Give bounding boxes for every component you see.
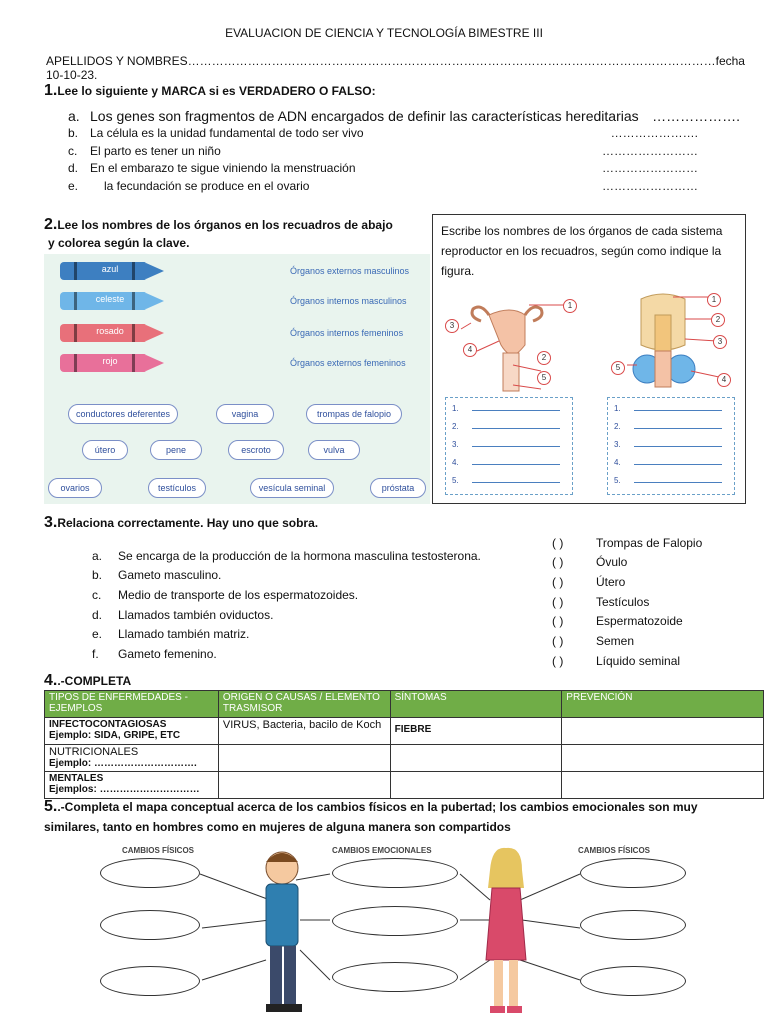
q3-item-a: a. Se encarga de la producción de la hormona masculina testosterona. (92, 549, 481, 563)
q5-title-line1: .-Completa el mapa conceptual acerca de los cambios físicos en la pubertad; los cambios emocionales son muy (57, 800, 698, 814)
q5-title-line2: similares, tanto en hombres como en mujeres de alguna manera son compartidos (44, 820, 511, 834)
female-callout-2: 2 (537, 351, 551, 365)
male-callout-3: 3 (713, 335, 727, 349)
female-callout-1: 1 (563, 299, 577, 313)
ellipse-emocionales-3[interactable] (332, 962, 458, 992)
pill-conductores-deferentes[interactable]: conductores deferentes (68, 404, 178, 424)
q1-heading (44, 82, 376, 100)
ellipse-emocionales-1[interactable] (332, 858, 458, 888)
male-callout-1: 1 (707, 293, 721, 307)
q1-item-e[interactable]: e. la fecundación se produce en el ovario …………………… (68, 179, 698, 193)
label-cambios-fisicos-right: CAMBIOS FÍSICOS (578, 846, 651, 855)
ellipse-fisicos-right-3[interactable] (580, 966, 686, 996)
q3-title: Relaciona correctamente. Hay uno que sobra. (57, 516, 319, 530)
male-callout-4: 4 (717, 373, 731, 387)
organ-labeling-box (432, 214, 746, 504)
pill-prostata[interactable]: próstata (370, 478, 426, 498)
q4-number: 4. (44, 672, 58, 689)
female-callout-5: 5 (537, 371, 551, 385)
pill-vesicula-seminal[interactable]: vesícula seminal (250, 478, 334, 498)
q1-number: 1. (44, 82, 58, 99)
q4-heading (44, 672, 131, 690)
q3-option-7[interactable]: ( ) Líquido seminal (552, 654, 681, 668)
female-answer-box: 1. 2. 3. 4. 5. (445, 397, 573, 495)
pill-testiculos[interactable]: testículos (148, 478, 206, 498)
table-row: NUTRICIONALES Ejemplo: …………………………. (45, 745, 764, 772)
q5-heading (44, 798, 768, 816)
female-callout-3: 3 (445, 319, 459, 333)
q2-title-line2: y colorea según la clave. (48, 236, 190, 250)
q3-item-c: c. Medio de transporte de los espermatozoides. (92, 588, 359, 602)
name-date-line (46, 54, 746, 82)
name-label[interactable]: APELLIDOS Y NOMBRES…………………………………………………………………………………………………………………… (46, 54, 716, 68)
q3-heading (44, 514, 318, 532)
male-callout-2: 2 (711, 313, 725, 327)
pill-ovarios[interactable]: ovarios (48, 478, 102, 498)
key-rosado: Órganos internos femeninos (290, 328, 404, 338)
pill-vulva[interactable]: vulva (308, 440, 360, 460)
q3-number: 3. (44, 514, 58, 531)
pill-pene[interactable]: pene (150, 440, 202, 460)
ellipse-fisicos-right-1[interactable] (580, 858, 686, 888)
pill-vagina[interactable]: vagina (216, 404, 274, 424)
male-answer-box: 1. 2. 3. 4. 5. (607, 397, 735, 495)
label-cambios-fisicos-left: CAMBIOS FÍSICOS (122, 846, 195, 855)
key-azul: Órganos externos masculinos (290, 266, 410, 276)
crayon-rojo: rojo (60, 354, 168, 372)
header-tipos: TIPOS DE ENFERMEDADES - EJEMPLOS (45, 691, 219, 718)
q3-item-f: f. Gameto femenino. (92, 647, 217, 661)
crayon-key-panel (44, 254, 430, 504)
q2-heading (44, 216, 393, 234)
q3-option-5[interactable]: ( ) Espermatozoide (552, 614, 683, 628)
crayon-azul: azul (60, 262, 168, 280)
pill-escroto[interactable]: escroto (228, 440, 284, 460)
crayon-celeste: celeste (60, 292, 168, 310)
q1-item-b[interactable]: b. La célula es la unidad fundamental de todo ser vivo …………………. (68, 126, 698, 140)
crayon-rosado: rosado (60, 324, 168, 342)
q4-title: .-COMPLETA (57, 674, 132, 688)
female-callout-4: 4 (463, 343, 477, 357)
key-rojo: Órganos externos femeninos (290, 358, 406, 368)
ellipse-emocionales-2[interactable] (332, 906, 458, 936)
key-celeste: Órganos internos masculinos (290, 296, 407, 306)
q1-item-d[interactable]: d. En el embarazo te sigue viniendo la menstruación …………………… (68, 161, 698, 175)
header-origen: ORIGEN O CAUSAS / ELEMENTO TRASMISOR (218, 691, 390, 718)
q3-option-1[interactable]: ( ) Trompas de Falopio (552, 536, 703, 550)
q2-number: 2. (44, 216, 58, 233)
q3-option-3[interactable]: ( ) Útero (552, 575, 626, 589)
q3-option-6[interactable]: ( ) Semen (552, 634, 635, 648)
q5-number: 5. (44, 798, 58, 815)
table-row: MENTALES Ejemplos: ………………………… (45, 772, 764, 799)
q1-item-c[interactable]: c. El parto es tener un niño …………………… (68, 144, 698, 158)
male-callout-5: 5 (611, 361, 625, 375)
organ-box-instruction: Escribe los nombres de los órganos de cada sistema reproductor en los recuadros, según como indique la figura. (441, 224, 723, 278)
disease-table (44, 690, 764, 799)
table-row: INFECTOCONTAGIOSAS Ejemplo: SIDA, GRIPE, ETC VIRUS, Bacteria, bacilo de Koch FIEBRE (45, 718, 764, 745)
reproductive-diagrams-icon (441, 285, 741, 395)
q3-item-e: e. Llamado también matriz. (92, 627, 250, 641)
table-header-row (45, 691, 764, 718)
ellipse-fisicos-left-1[interactable] (100, 858, 200, 888)
q1-item-a[interactable]: a. Los genes son fragmentos de ADN encargados de definir las características hereditarias ………………. (68, 108, 740, 124)
q1-title: Lee lo siguiente y MARCA si es VERDADERO O FALSO: (57, 84, 376, 98)
header-sintomas: SÍNTOMAS (390, 691, 562, 718)
ellipse-fisicos-right-2[interactable] (580, 910, 686, 940)
q3-item-b: b. Gameto masculino. (92, 568, 222, 582)
header-prevencion: PREVENCIÓN (562, 691, 764, 718)
pill-trompas-de-falopio[interactable]: trompas de falopio (306, 404, 402, 424)
q3-option-2[interactable]: ( ) Óvulo (552, 555, 628, 569)
label-cambios-emocionales: CAMBIOS EMOCIONALES (332, 846, 432, 855)
ellipse-fisicos-left-3[interactable] (100, 966, 200, 996)
pill-utero[interactable]: útero (82, 440, 128, 460)
exam-title: EVALUACION DE CIENCIA Y TECNOLOGÍA BIMESTRE III (225, 26, 543, 40)
ellipse-fisicos-left-2[interactable] (100, 910, 200, 940)
date-label: fecha 10-10-23. (46, 54, 745, 82)
q3-option-4[interactable]: ( ) Testículos (552, 595, 650, 609)
q3-item-d: d. Llamados también oviductos. (92, 608, 274, 622)
q2-title-line1: Lee los nombres de los órganos en los recuadros de abajo (57, 218, 393, 232)
